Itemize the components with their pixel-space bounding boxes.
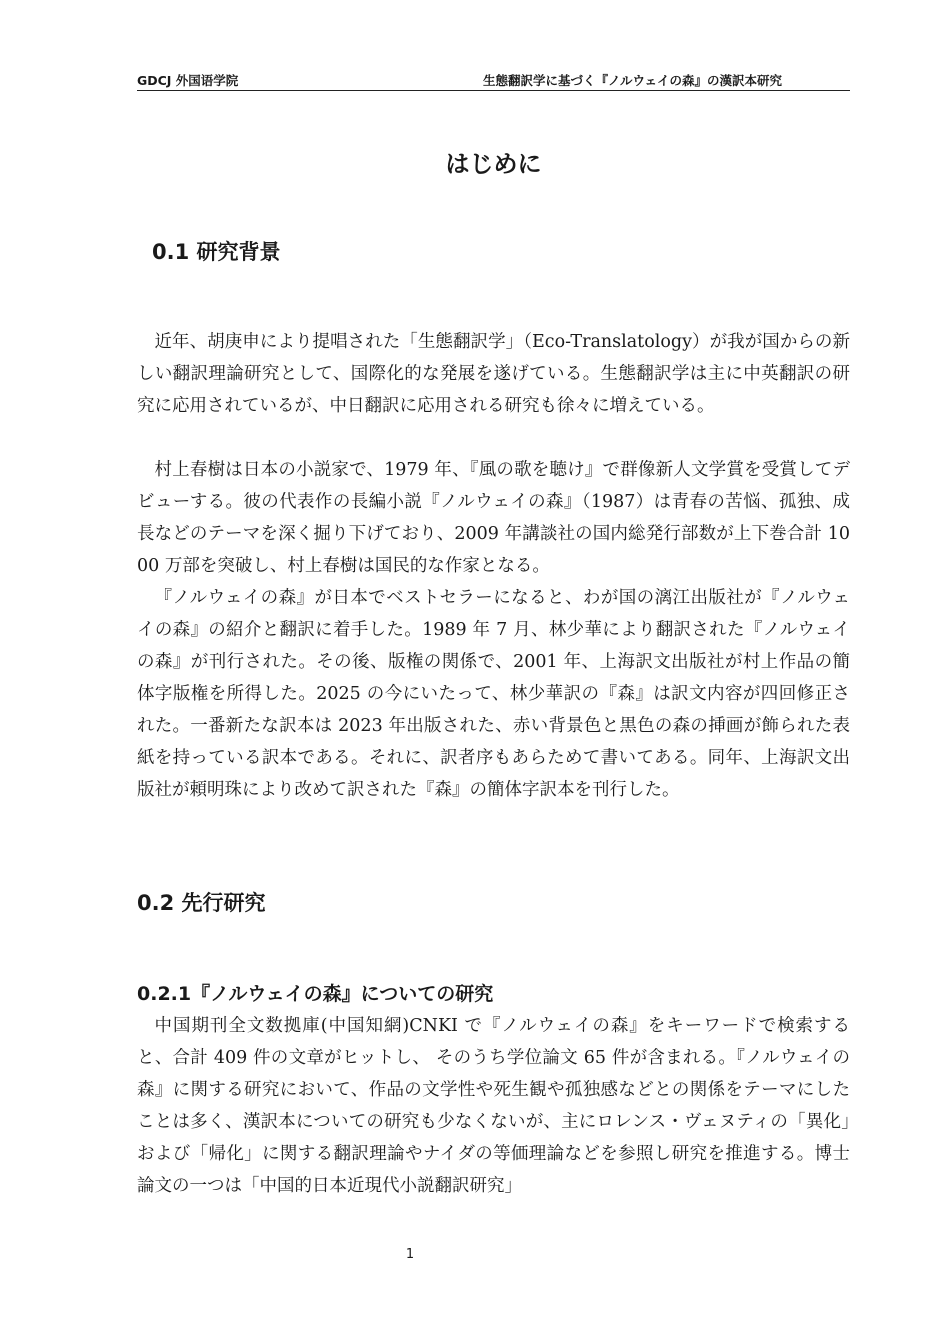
section-heading-0-2: 0.2 先行研究 xyxy=(137,891,266,915)
chapter-title: はじめに xyxy=(445,150,542,178)
paragraph-prior-research: 中国期刊全文数拠庫(中国知網)CNKI で『ノルウェイの森』をキーワードで検索すると、合計 409 件の文章がヒットし、 そのうち学位論文 65 件が含まれる。『ノルウェイの森』に関する研究において、作品の文学性や死生観や孤独感などとの関係をテーマにしたことは多く、漢訳本についての研究も少なくないが、主にロレンス・ヴェヌティの「異化」および「帰化」に関する翻訳理論やナイダの等価理論などを参照し研究を推進する。博士論文の一つは「中国的日本近現代小説翻訳研究」 xyxy=(137,1016,850,1196)
running-header xyxy=(137,68,850,91)
page-number: 1 xyxy=(405,1247,415,1262)
paragraph-murakami: 村上春樹は日本の小説家で、1979 年、『風の歌を聴け』で群像新人文学賞を受賞してデビューする。彼の代表作の長編小説『ノルウェイの森』（1987）は青春の苦悩、孤独、成長などのテーマを深く掘り下げており、2009 年講談社の国内総発行部数が上下巻合計 1000 万部を突破し、村上春樹は国民的な作家となる。 xyxy=(137,460,850,576)
header-thesis-title: 生態翻訳学に基づく『ノルウェイの森』の漢訳本研究 xyxy=(482,73,782,88)
paragraph-eco-translatology: 近年、胡庚申により提唱された「生態翻訳学」（Eco-Translatology）が我が国からの新しい翻訳理論研究として、国際化的な発展を遂げている。生態翻訳学は主に中英翻訳の研究に応用されているが、中日翻訳に応用される研究も徐々に増えている。 xyxy=(137,332,850,416)
paragraph-translation-history: 『ノルウェイの森』が日本でベストセラーになると、わが国の漓江出版社が『ノルウェイの森』の紹介と翻訳に着手した。1989 年 7 月、林少華により翻訳された『ノルウェイの森』が刊行された。その後、版権の関係で、2001 年、上海訳文出版社が村上作品の簡体字版権を所得した。2025 の今にいたって、林少華訳の『森』は訳文内容が四回修正された。一番新たな訳本は 2023 年出版された、赤い背景色と黒色の森の挿画が飾られた表紙を持っている訳本である。それに、訳者序もあらためて書いてある。同年、上海訳文出版社が頼明珠により改めて訳された『森』の簡体字訳本を刊行した。 xyxy=(137,588,850,800)
section-heading-0-1: 0.1 研究背景 xyxy=(152,240,281,264)
subsection-heading-0-2-1: 0.2.1『ノルウェイの森』についての研究 xyxy=(137,983,494,1005)
header-institution: GDCJ 外国语学院 xyxy=(137,73,239,88)
